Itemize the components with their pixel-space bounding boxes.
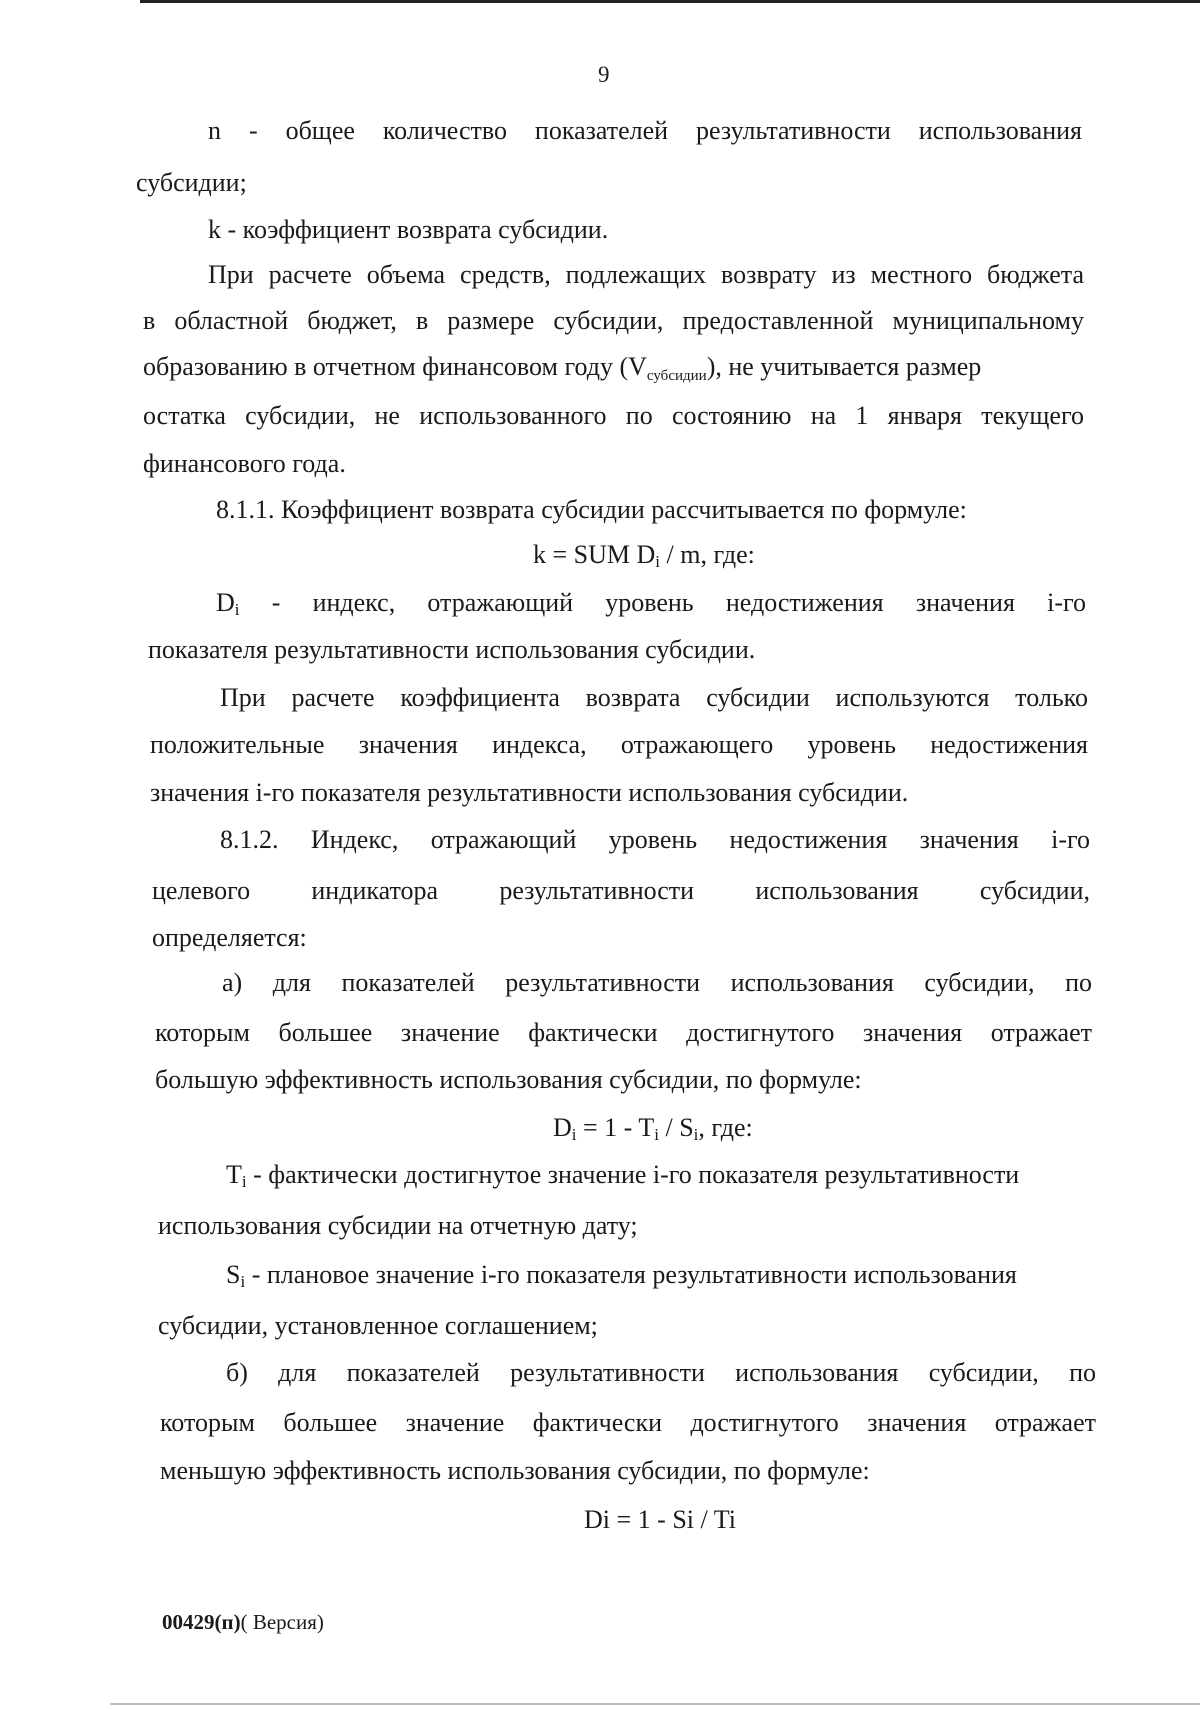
text-line-d1: $D_i$ - индекс, отражающий уровень недостижения значения i-го — [216, 590, 1086, 618]
text-line-n2: субсидии; — [136, 168, 247, 197]
bottom-border-line — [110, 1703, 1200, 1705]
item-b-line3: меньшую эффективность использования субсидии, по формуле: — [160, 1456, 870, 1485]
text-line-si1: $S_i$ - плановое значение i-го показателя результативности использования — [226, 1260, 1017, 1291]
footer-version: ( Версия) — [240, 1610, 324, 1634]
section-8-1-1: 8.1.1. Коэффициент возврата субсидии рассчитывается по формуле: — [216, 495, 967, 524]
text-line-ti1: $T_i$ - фактически достигнутое значение i-го показателя результативности — [226, 1160, 1020, 1191]
text-line-si2: субсидии, установленное соглашением; — [158, 1311, 598, 1340]
text-line-p5: финансового года. — [143, 449, 346, 478]
text-line-n1: n - общее количество показателей результативности использования — [208, 118, 1082, 145]
text-line-k: k - коэффициент возврата субсидии. — [208, 215, 609, 244]
text-line-c3: значения i-го показателя результативности использования субсидии. — [150, 778, 909, 807]
section-8-1-2-line1: 8.1.2. Индекс, отражающий уровень недостижения значения i-го — [220, 827, 1090, 854]
page-number: 9 — [598, 62, 610, 87]
text-line-p3 — [143, 354, 1084, 384]
text-line-d2: показателя результативности использования субсидии. — [148, 635, 756, 664]
formula-k: k = SUM $D_i$ / m, где: — [533, 540, 755, 571]
footer-code: 00429(п) — [162, 1610, 241, 1634]
formula-di-b: Di = 1 - Si / Ti — [584, 1505, 736, 1534]
text-line-p1: При расчете объема средств, подлежащих возврату из местного бюджета — [208, 262, 1084, 289]
formula-di-a: $D_i = 1 - T_i / S_i$, где: — [553, 1113, 753, 1144]
text-line-p4: остатка субсидии, не использованного по состоянию на 1 января текущего — [143, 403, 1084, 430]
item-a-line2: которым большее значение фактически достигнутого значения отражает — [155, 1020, 1092, 1047]
item-b-line1: б) для показателей результативности использования субсидии, по — [226, 1360, 1096, 1387]
footer-doc-code — [162, 1610, 324, 1635]
top-border-line — [140, 0, 1200, 3]
text-line-p2: в областной бюджет, в размере субсидии, предоставленной муниципальному — [143, 308, 1084, 335]
text-line-c2: положительные значения индекса, отражающего уровень недостижения — [150, 732, 1088, 759]
item-b-line2: которым большее значение фактически достигнутого значения отражает — [160, 1410, 1096, 1437]
section-8-1-2-line3: определяется: — [152, 923, 307, 952]
text-line-ti2: использования субсидии на отчетную дату; — [158, 1211, 638, 1240]
p3-left: образованию в отчетном финансовом году (Vсубсидии), не учитывается размер — [143, 352, 982, 384]
item-a-line1: а) для показателей результативности использования субсидии, по — [222, 970, 1092, 997]
section-8-1-2-line2: целевого индикатора результативности использования субсидии, — [152, 878, 1090, 905]
item-a-line3: большую эффективность использования субсидии, по формуле: — [155, 1065, 862, 1094]
text-line-c1: При расчете коэффициента возврата субсидии используются только — [220, 685, 1088, 712]
